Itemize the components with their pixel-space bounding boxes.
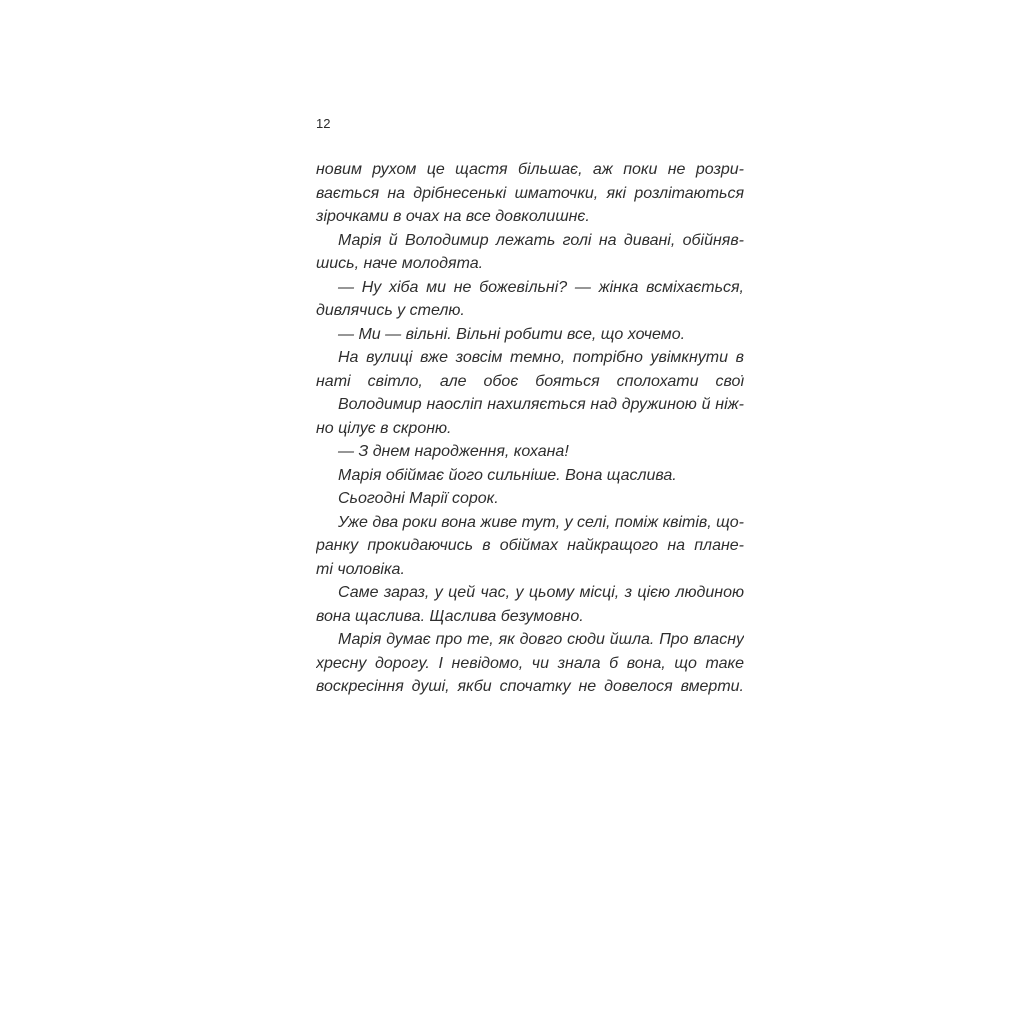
text-line: Уже два роки вона живе тут, у селі, поміж квітів, що- bbox=[338, 513, 744, 531]
text-line: но цілує в скроню. bbox=[316, 419, 452, 437]
text-line: Володимир наосліп нахиляється над дружиною й ніж- bbox=[338, 396, 744, 413]
text-line: дивлячись у стелю. bbox=[316, 302, 465, 319]
page-number: 12 bbox=[316, 116, 331, 131]
text-line: Марія думає про те, як довго сюди йшла. Про власну bbox=[338, 631, 744, 648]
text-line: Марія й Володимир лежать голі на дивані, обійняв- bbox=[338, 231, 744, 249]
text-line: — Ми — вільні. Вільні робити все, що хочемо. bbox=[338, 325, 686, 343]
text-line: Марія обіймає його сильніше. Вона щаслива. bbox=[338, 466, 677, 484]
text-line: Сьогодні Марії сорок. bbox=[338, 490, 499, 507]
text-line: воскресіння душі, якби спочатку не довелося вмерти. bbox=[316, 678, 744, 695]
text-line: зірочками в очах на все довколишнє. bbox=[316, 208, 590, 225]
text-line: Саме зараз, у цей час, у цьому місці, з цією людиною bbox=[338, 584, 744, 601]
text-line: — Ну хіба ми не божевільні? — жінка всміхається, bbox=[338, 278, 744, 296]
text-line: ранку прокидаючись в обіймах найкращого на плане- bbox=[316, 537, 744, 554]
text-line: На вулиці вже зовсім темно, потрібно увімкнути в bbox=[338, 349, 744, 366]
text-line: — З днем народження, кохана! bbox=[338, 443, 569, 460]
text-line: вона щаслива. Щаслива безумовно. bbox=[316, 607, 584, 625]
text-line: вається на дрібнесенькі шматочки, які розлітаються bbox=[316, 184, 744, 202]
text-line: наті світло, але обоє бояться сполохати свої bbox=[316, 372, 744, 390]
body-text bbox=[316, 158, 744, 699]
text-line: хресну дорогу. І невідомо, чи знала б вона, що таке bbox=[316, 654, 744, 672]
text-line: ті чоловіка. bbox=[316, 560, 405, 578]
text-line: шись, наче молодята. bbox=[316, 255, 484, 272]
text-line: новим рухом це щастя більшає, аж поки не розри- bbox=[316, 161, 744, 178]
